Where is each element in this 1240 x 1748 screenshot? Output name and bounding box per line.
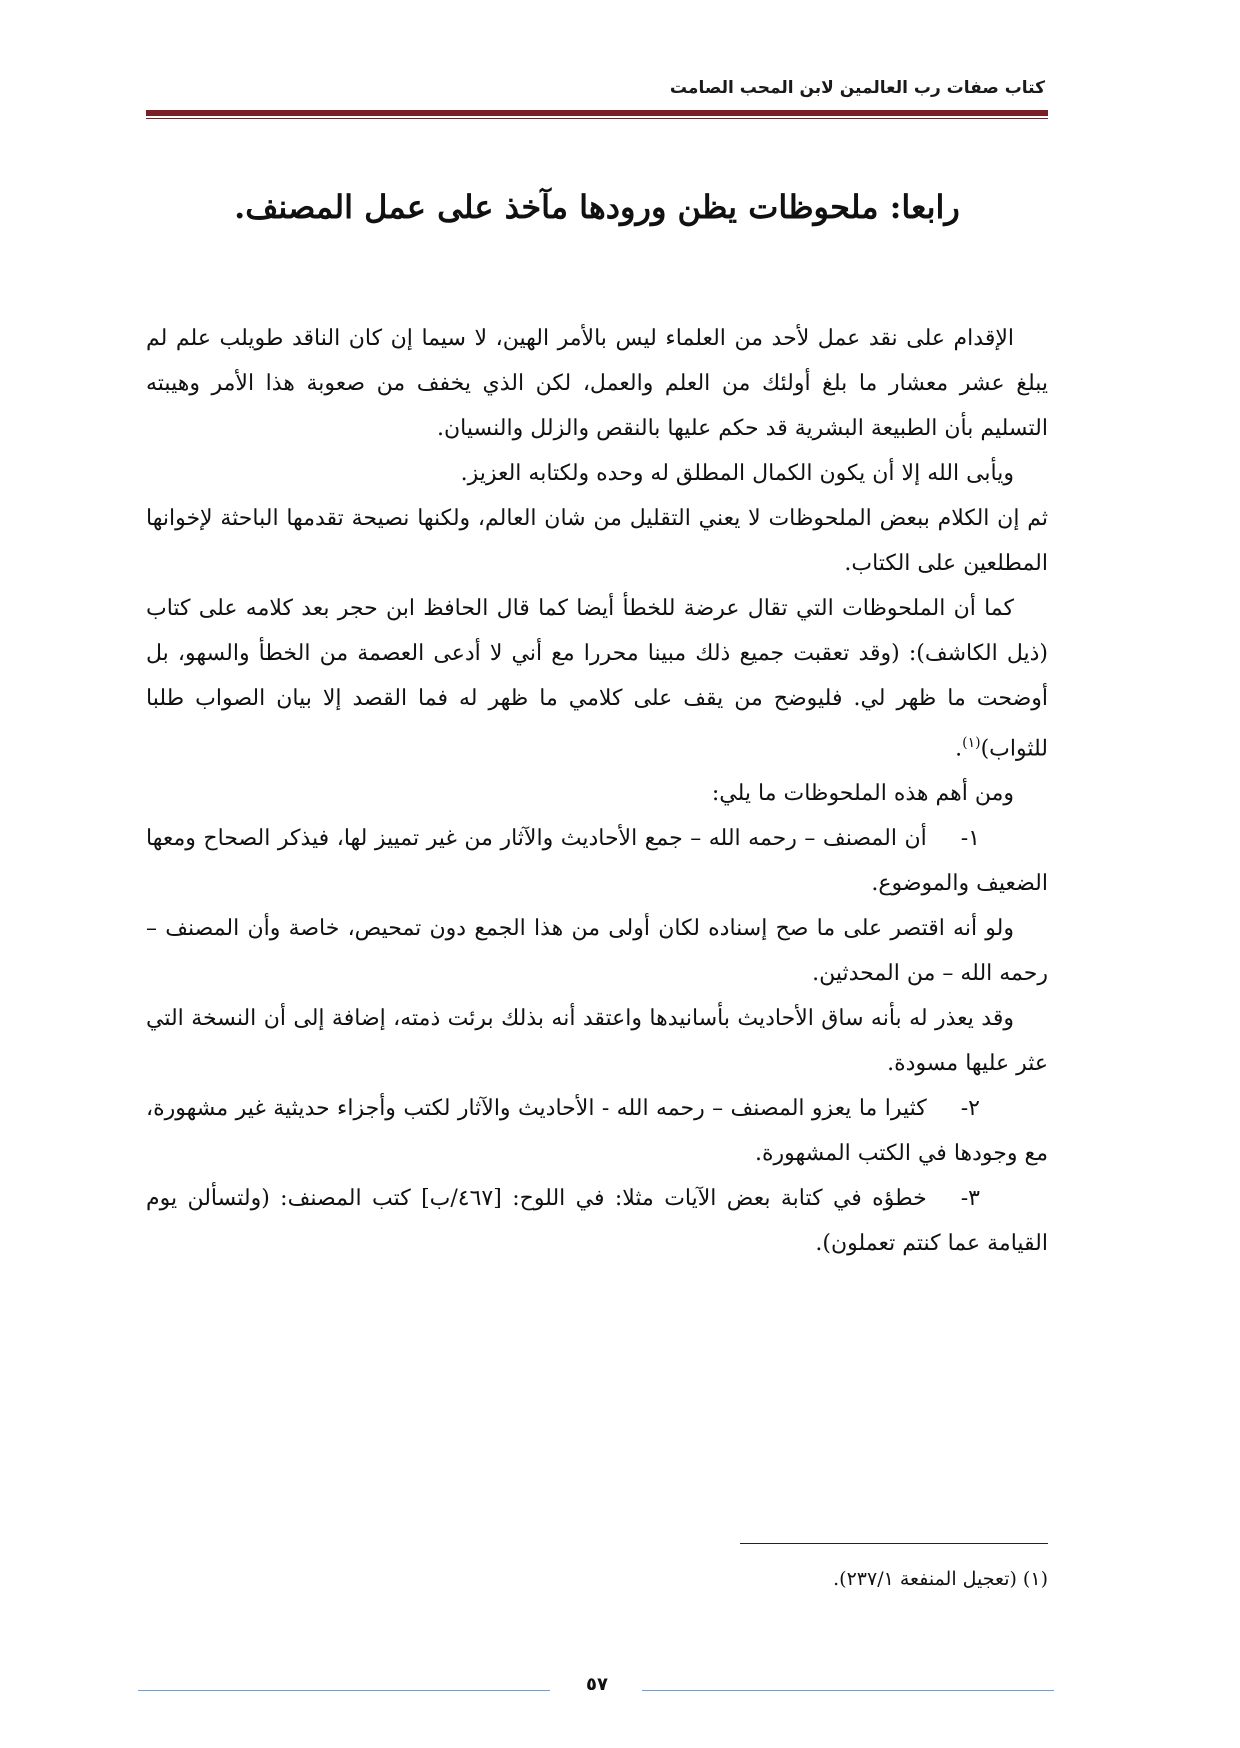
footer-rule-right	[642, 1690, 1054, 1691]
paragraph-4	[146, 586, 1048, 771]
paragraph-4-end: .	[955, 736, 963, 762]
running-header: كتاب صفات رب العالمين لابن المحب الصامت	[669, 78, 1045, 98]
footnote-rule	[740, 1543, 1048, 1544]
header-rule-thin	[146, 118, 1048, 119]
paragraph-4-text: كما أن الملحوظات التي تقال عرضة للخطأ أيضا كما قال الحافظ ابن حجر بعد كلامه على كتاب (ذيل الكاشف): (وقد تعقبت جميع ذلك مبينا محررا مع أني لا أدعى العصمة من الخطأ والسهو، بل أوضحت ما ظهر لي. فليوضح من يقف على كلامي ما ظهر له فما القصد إلا بيان الصواب طلبا للثواب)	[146, 596, 1048, 762]
paragraph-3: ثم إن الكلام ببعض الملحوظات لا يعني التقليل من شان العالم، ولكنها نصيحة تقدمها الباحثة لإخوانها المطلعين على الكتاب.	[146, 506, 1048, 576]
paragraph-5: ومن أهم هذه الملحوظات ما يلي:	[711, 781, 1014, 807]
paragraph-6: ولو أنه اقتصر على ما صح إسناده لكان أولى من هذا الجمع دون تمحيص، خاصة وأن المصنف – رحمه الله – من المحدثين.	[146, 916, 1048, 987]
list-item-2-text: كثيرا ما يعزو المصنف – رحمه الله - الأحاديث والآثار لكتب وأجزاء حديثية غير مشهورة، مع وجودها في الكتب المشهورة.	[146, 1096, 1048, 1167]
list-item-1	[146, 816, 1048, 906]
body-text	[146, 316, 1048, 1266]
footer-rule-left	[138, 1690, 550, 1691]
paragraph-1: الإقدام على نقد عمل لأحد من العلماء ليس بالأمر الهين، لا سيما إن كان الناقد طويلب علم لم يبلغ عشر معشار ما بلغ أولئك من العلم والعمل، لكن الذي يخفف من صعوبة هذا الأمر وهيبته التسليم بأن الطبيعة البشرية قد حكم عليها بالنقص والزلل والنسيان.	[146, 326, 1048, 441]
footnote-ref-1[interactable]: (١)	[962, 735, 981, 751]
paragraph-7: وقد يعذر له بأنه ساق الأحاديث بأسانيدها واعتقد أنه بذلك برئت ذمته، إضافة إلى أن النسخة التي عثر عليها مسودة.	[146, 1006, 1048, 1077]
footnote-1: (١) (تعجيل المنفعة ٢٣٧/١).	[833, 1568, 1048, 1590]
list-item-3-text: خطؤه في كتابة بعض الآيات مثلا: في اللوح: [٤٦٧/ب] كتب المصنف: (ولتسألن يوم القيامة عما كنتم تعملون).	[146, 1186, 1048, 1257]
header-rule	[146, 110, 1048, 116]
page-number: ٥٧	[586, 1674, 608, 1695]
list-item-2-number: ٢-	[960, 1096, 980, 1122]
list-item-3	[146, 1176, 1048, 1266]
section-title: رابعا: ملحوظات يظن ورودها مآخذ على عمل المصنف.	[234, 188, 960, 226]
paragraph-2: ويأبى الله إلا أن يكون الكمال المطلق له وحده ولكتابه العزيز.	[460, 461, 1014, 486]
list-item-1-text: أن المصنف – رحمه الله – جمع الأحاديث والآثار من غير تمييز لها، فيذكر الصحاح ومعها الضعيف والموضوع.	[146, 826, 1048, 897]
list-item-1-number: ١-	[960, 826, 980, 852]
list-item-2	[146, 1086, 1048, 1176]
list-item-3-number: ٣-	[960, 1186, 980, 1212]
